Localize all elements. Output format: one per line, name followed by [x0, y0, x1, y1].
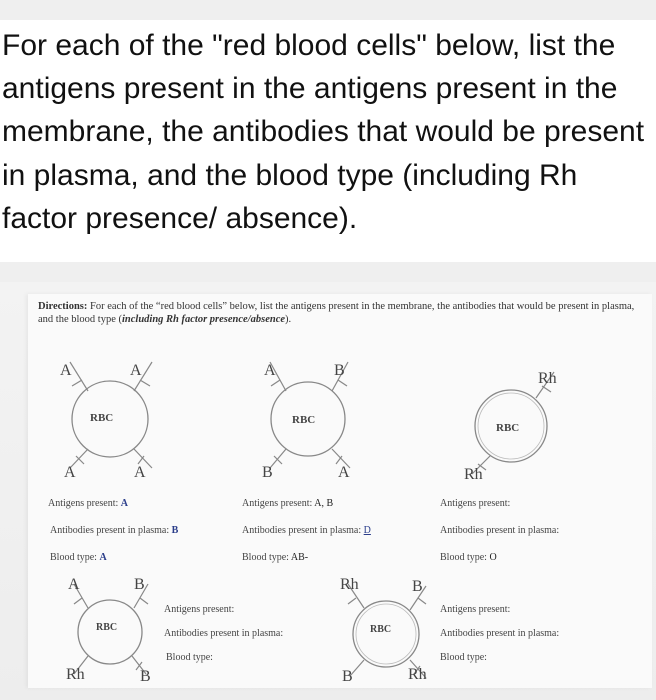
- cell-1-antigens-line: Antigens present: A: [48, 498, 128, 509]
- cell-1-antigen-bottom-left: A: [64, 464, 76, 481]
- cell-5-antigens-line: Antigens present:: [440, 604, 511, 615]
- question-text: For each of the "red blood cells" below, list the antigens present in the antigens present in the membrane, the antibodies that would be present in plasma, and the blood type (including Rh factor presence/ absence).: [2, 29, 645, 235]
- cell-3-type-line: Blood type: O: [440, 552, 497, 563]
- cell-2-antigen-top-right: B: [334, 362, 345, 379]
- cell-5-antibodies-line: Antibodies present in plasma:: [440, 628, 560, 639]
- cell-2-type-answer: AB-: [290, 552, 309, 563]
- cell-2-antibodies-line: Antibodies present in plasma: D: [242, 525, 371, 536]
- cell-4-antigen-bottom-right: B: [140, 668, 151, 685]
- cell-2-antigen-bottom-right: A: [338, 464, 350, 481]
- cell-5-type-line: Blood type:: [440, 652, 487, 663]
- directions-text: For each of the “red blood cells” below, list the antigens present in the membrane, the antibodies that would be present in plasma, and the blood type (: [38, 301, 635, 325]
- cell-3-type-answer: O: [489, 552, 497, 563]
- cell-1-type-answer: A: [99, 552, 107, 563]
- cell-1-antigen-top-left: A: [60, 362, 72, 379]
- cell-1-antigen-top-right: A: [130, 362, 142, 379]
- worksheet-photo: [0, 282, 656, 700]
- cell-4-antigen-top-right: B: [134, 576, 145, 593]
- cell-1-antigen-bottom-right: A: [134, 464, 146, 481]
- cell-3-antibodies-line: Antibodies present in plasma:: [440, 525, 560, 536]
- cell-2-antigen-bottom-left: B: [262, 464, 273, 481]
- cell-5-antigen-top-left: Rh: [340, 576, 359, 593]
- cell-3-antigens-line: Antigens present:: [440, 498, 511, 509]
- cell-5-rbc-label: RBC: [370, 624, 392, 635]
- cell-4-antibodies-line: Antibodies present in plasma:: [164, 628, 284, 639]
- directions-label: Directions:: [38, 301, 88, 312]
- cell-2-antibodies-answer: D: [363, 525, 371, 536]
- cell-2-antigens-line: Antigens present: A, B: [242, 498, 334, 509]
- cell-4-antigen-top-left: A: [68, 576, 80, 593]
- directions-end: ).: [285, 314, 292, 325]
- cell-4-rbc-label: RBC: [96, 622, 118, 633]
- cell-1-antibodies-answer: B: [171, 525, 179, 536]
- cell-3-antigen-bottom-left: Rh: [464, 466, 483, 483]
- cell-4-type-line: Blood type:: [166, 652, 213, 663]
- cell-1-type-line: Blood type: A: [50, 552, 107, 563]
- cell-2-antigen-top-left: A: [264, 362, 276, 379]
- cell-5-antigen-bottom-right: Rh: [408, 666, 427, 683]
- directions: [38, 300, 638, 326]
- cell-4-antigen-bottom-left: Rh: [66, 666, 85, 683]
- cell-2-type-line: Blood type: AB-: [242, 552, 309, 563]
- cell-4-antigens-line: Antigens present:: [164, 604, 235, 615]
- cell-1-rbc-label: RBC: [90, 412, 114, 424]
- cell-1-antibodies-line: Antibodies present in plasma: B: [50, 525, 179, 536]
- cell-2-antigens-answer: A, B: [314, 498, 334, 509]
- cell-2-rbc-label: RBC: [292, 414, 316, 426]
- separator-strip: [0, 262, 656, 282]
- cell-1-antigens-answer: A: [120, 498, 128, 509]
- cell-3-rbc-label: RBC: [496, 422, 520, 434]
- top-strip: [0, 0, 656, 20]
- cell-3-antigen-top-right: Rh: [538, 370, 557, 387]
- cell-5-antigen-top-right: B: [412, 578, 423, 595]
- cell-5-antigen-bottom-left: B: [342, 668, 353, 685]
- worksheet-sheet: [28, 294, 652, 688]
- directions-emphasis: including Rh factor presence/absence: [121, 314, 286, 325]
